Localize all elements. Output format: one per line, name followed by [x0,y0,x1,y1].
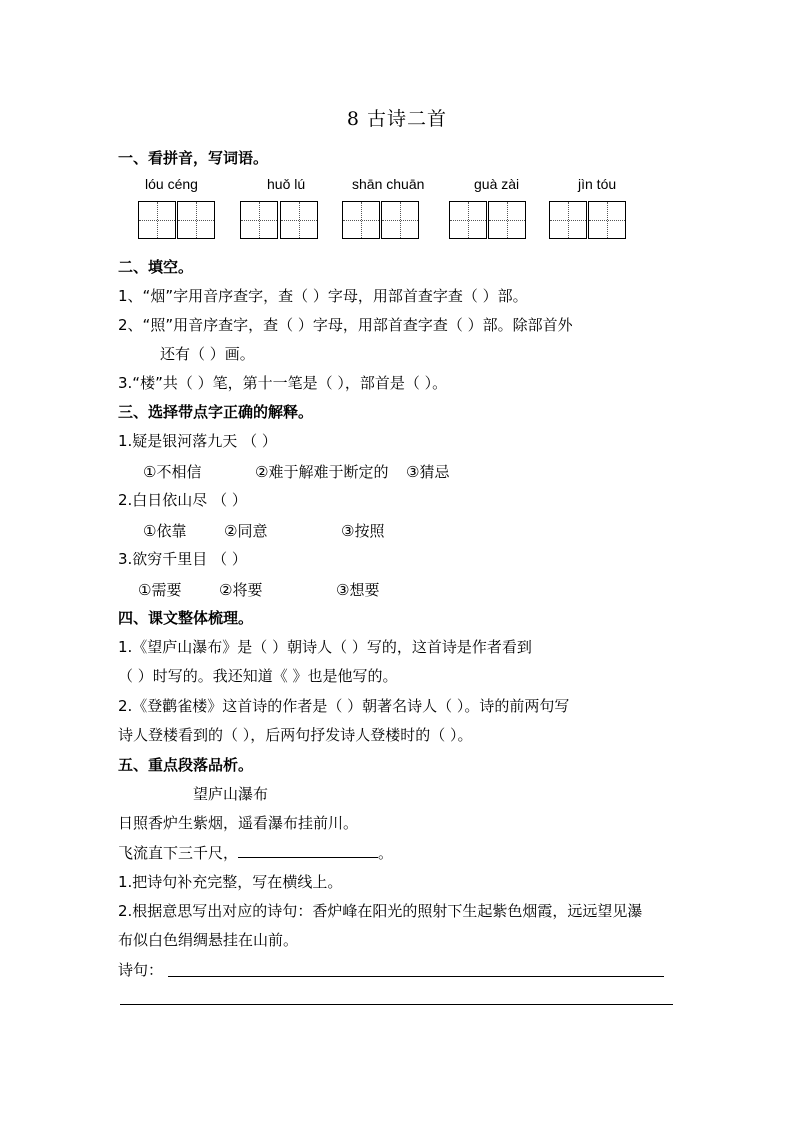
question-5-2-cont: 布似白色绢绸悬挂在山前。 [118,931,299,949]
question-2-1: 1、“烟”字用音序查字，查（ ）字母，用部首查字查（ ）部。 [118,287,528,305]
section2-heading: 二、填空。 [118,258,194,276]
option: ③按照 [341,522,385,540]
pinyin-3: shān chuān [352,176,425,192]
option: ①需要 [138,581,182,599]
question-2-3: 3.“楼”共（ ）笔，第十一笔是（ ），部首是（ ）。 [118,374,448,392]
section3-heading: 三、选择带点字正确的解释。 [118,403,314,421]
option: ①依靠 [143,522,187,540]
question-2-2-cont: 还有（ ）画。 [160,345,255,363]
option: ②同意 [224,522,268,540]
pinyin-2: huǒ lú [267,176,306,192]
poem-line-1: 日照香炉生紫烟，遥看瀑布挂前川。 [118,814,359,832]
fill-blank-line[interactable] [238,843,378,858]
question-2-2: 2、“照”用音序查字，查（ ）字母，用部首查字查（ ）部。除部首外 [118,316,573,334]
poem-line-2-start: 飞流直下三千尺， [118,844,239,862]
writing-box[interactable] [449,201,487,239]
question-3-2: 2.白日依山尽 （ ） [118,491,247,509]
question-4-1-cont: （ ）时写的。我还知道《 》也是他写的。 [118,667,398,685]
option: ②将要 [219,581,263,599]
poem-line-2-end: 。 [378,844,394,862]
option: ②难于解难于断定的 [255,463,389,481]
writing-box[interactable] [588,201,626,239]
question-4-1: 1.《望庐山瀑布》是（ ）朝诗人（ ）写的，这首诗是作者看到 [118,638,532,656]
option: ③想要 [336,581,380,599]
question-4-2: 2.《登鹳雀楼》这首诗的作者是（ ）朝著名诗人（ ）。诗的前两句写 [118,697,570,715]
answer-label: 诗句： [118,961,164,979]
question-5-2: 2.根据意思写出对应的诗句：香炉峰在阳光的照射下生起紫色烟霞，远远望见瀑 [118,902,643,920]
question-4-2-cont: 诗人登楼看到的（ ），后两句抒发诗人登楼时的（ ）。 [118,726,473,744]
pinyin-1: lóu céng [145,176,198,192]
poem-line-2 [118,843,393,863]
section4-heading: 四、课文整体梳理。 [118,609,254,627]
poem-title: 望庐山瀑布 [193,785,269,803]
pinyin-4: guà zài [474,176,520,192]
question-3-3: 3.欲穷千里目 （ ） [118,550,247,568]
writing-box[interactable] [488,201,526,239]
writing-box[interactable] [177,201,215,239]
pinyin-5: jìn tóu [578,176,617,192]
section5-heading: 五、重点段落品析。 [118,756,254,774]
option: ①不相信 [143,463,202,481]
answer-line[interactable] [168,976,664,977]
writing-box[interactable] [381,201,419,239]
answer-line[interactable] [120,1004,673,1005]
option: ③猜忌 [406,463,450,481]
section1-heading: 一、看拼音，写词语。 [118,149,269,167]
writing-box[interactable] [342,201,380,239]
question-3-1: 1.疑是银河落九天 （ ） [118,432,277,450]
writing-box[interactable] [240,201,278,239]
writing-box[interactable] [280,201,318,239]
writing-box[interactable] [549,201,587,239]
writing-box[interactable] [138,201,176,239]
question-5-1: 1.把诗句补充完整，写在横线上。 [118,873,343,891]
page-title: 8 古诗二首 [346,108,448,130]
